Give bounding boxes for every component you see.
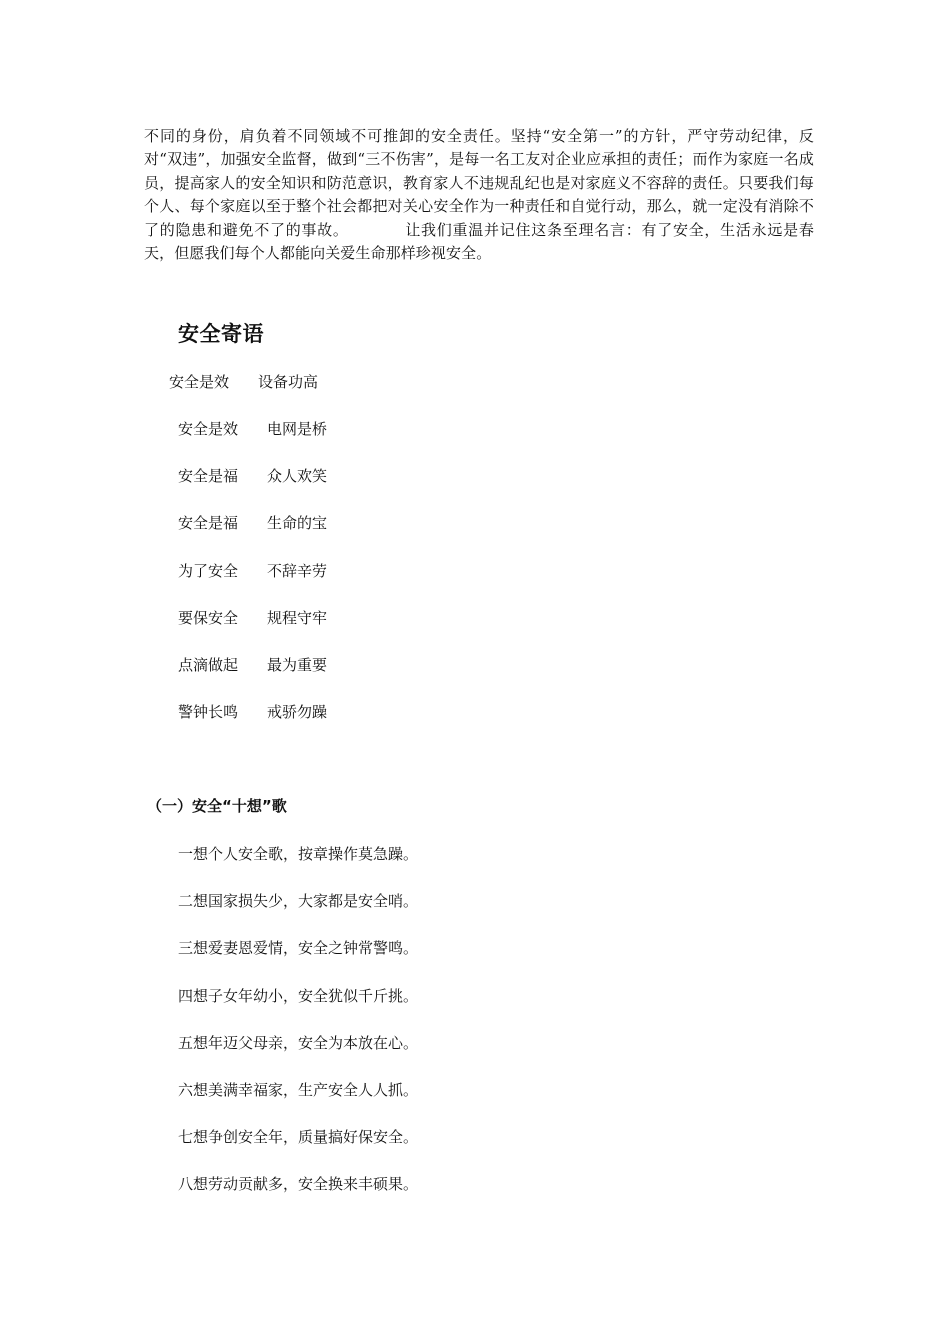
song-line: 一想个人安全歌，按章操作莫急躁。 [178,845,419,863]
song-line: 五想年迈父母亲，安全为本放在心。 [178,1034,419,1052]
slogan-line: 点滴做起 最为重要 [178,656,328,674]
slogan-line: 为了安全 不辞辛劳 [178,562,328,580]
song-line: 八想劳动贡献多，安全换来丰硕果。 [178,1175,419,1193]
song-line: 六想美满幸福家，生产安全人人抓。 [178,1081,419,1099]
slogan-line: 安全是福 众人欢笑 [178,467,328,485]
slogan-line: 要保安全 规程守牢 [178,609,328,627]
song-line: 七想争创安全年，质量搞好保安全。 [178,1128,419,1146]
song-line: 二想国家损失少，大家都是安全哨。 [178,892,419,910]
intro-text-closing: 让我们重温并记住这条至理名言：有了安全，生活永远是春天，但愿我们每个人都能向关爱生命那样珍视安全。 [144,220,814,263]
slogan-line: 安全是效 电网是桥 [178,420,328,438]
section-title: 安全寄语 [178,322,264,346]
song-line: 三想爱妻恩爱情，安全之钟常警鸣。 [178,939,419,957]
song-line: 四想子女年幼小，安全犹似千斤挑。 [178,987,419,1005]
intro-paragraph [144,125,814,265]
slogan-line: 警钟长鸣 戒骄勿躁 [178,703,328,721]
intro-text: 不同的身份，肩负着不同领域不可推卸的安全责任。坚持“安全第一”的方针，严守劳动纪律，反对“双违”，加强安全监督，做到“三不伤害”，是每一名工友对企业应承担的责任；而作为家庭一名成员，提高家人的安全知识和防范意识，教育家人不违规乱纪也是对家庭义不容辞的责任。只要我们每个人、每个家庭以至于整个社会都把对关心安全作为一种责任和自觉行动，那么，就一定没有消除不了的隐患和避免不了的事故。 [144,127,814,239]
slogan-line: 安全是福 生命的宝 [178,514,328,532]
slogan-line: 安全是效 设备功高 [169,373,319,391]
subsection-title: （一）安全“十想”歌 [147,797,287,815]
